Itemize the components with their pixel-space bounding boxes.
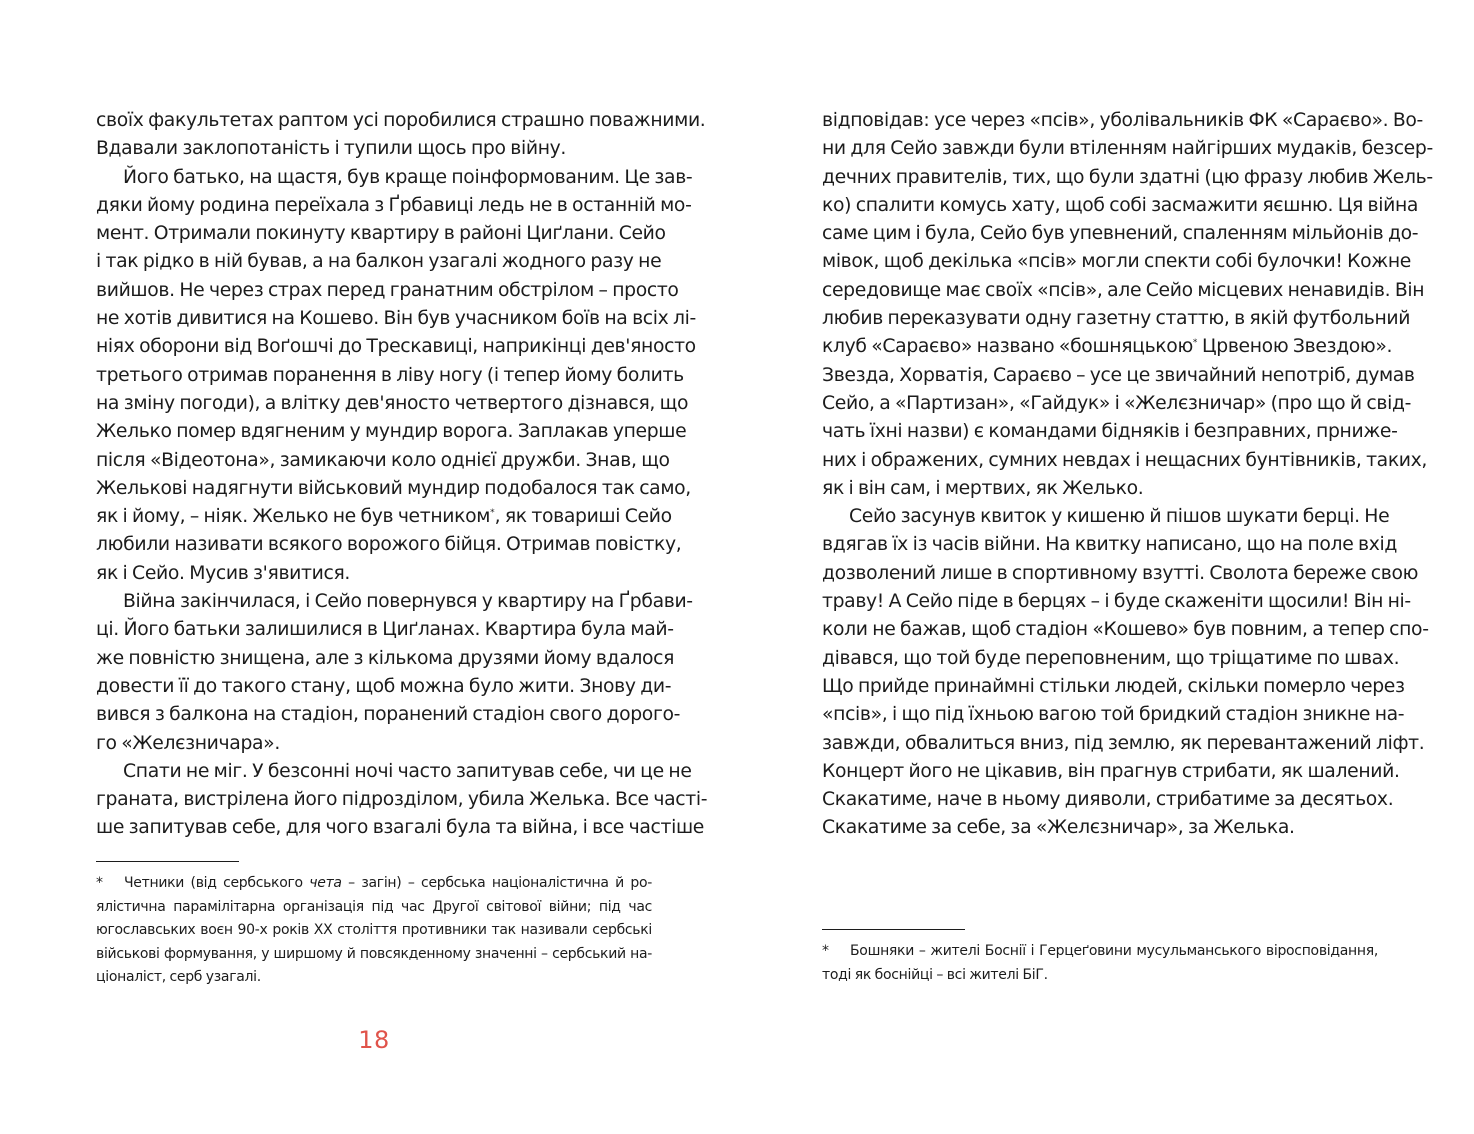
- text-line: же повністю знищена, але з кількома друзями йому вдалося: [96, 647, 675, 669]
- text-line: Що прийде принаймні стільки людей, скільки померло через: [822, 675, 1405, 697]
- text-line: [96, 503, 672, 531]
- text-line: саме цим і була, Сейо був упевнений, спаленням мільйонів до-: [822, 223, 1419, 245]
- footnote-marker: *: [96, 875, 103, 891]
- text-line: своїх факультетах раптом усі поробилися страшно поважними.: [96, 110, 706, 131]
- text-fragment: як і йому, – ніяк. Желько не був четником: [96, 506, 491, 528]
- text-line: як і він сам, і мертвих, як Желько.: [822, 477, 1144, 499]
- text-line: вився з балкона на стадіон, поранений стадіон свого дорого-: [96, 704, 681, 726]
- text-line: них і ображених, сумних невдах і нещасних бунтівників, таких,: [822, 449, 1428, 471]
- footnote-marker: *: [1192, 338, 1198, 349]
- text-line: ко) спалити комусь хату, щоб собі засмажити яєшню. Ця війна: [822, 194, 1419, 216]
- text-fragment: , як товариші Сейо: [494, 506, 672, 528]
- text-line: на зміну погоди), а влітку дев'яносто четвертого дізнався, що: [96, 392, 689, 414]
- right-footnote: [822, 940, 1378, 987]
- text-line: Війна закінчилася, і Сейо повернувся у квартиру на Ґрбави-: [123, 591, 693, 613]
- text-line: після «Відеотона», замикаючи коло однієї дружби. Знав, що: [96, 449, 670, 471]
- left-footnote: [96, 872, 652, 990]
- text-line: мівок, щоб декілька «псів» могли спекти собі булочки! Кожне: [822, 251, 1411, 273]
- footnote-divider: [96, 861, 239, 862]
- footnote-text: Четники (від сербського: [124, 875, 303, 891]
- footnote-italic-term: чета: [309, 875, 342, 891]
- footnote-line: югославських воєн 90-х років ХХ століття противники так називали сербські: [96, 922, 652, 938]
- text-line: дозволений лише в спортивному взутті. Сволота береже свою: [822, 562, 1419, 584]
- text-line: ніях оборони від Воґошчі до Трескавиці, наприкінці дев'яносто: [96, 336, 696, 358]
- text-line: мент. Отримали покинуту квартиру в районі Циґлани. Сейо: [96, 223, 666, 245]
- text-fragment: клуб «Сараєво» названо «бошняцькою: [822, 336, 1193, 358]
- text-line: траву! А Сейо піде в берцях – і буде скаженіти щосили! Він ні-: [822, 591, 1411, 613]
- footnote-marker: *: [490, 508, 495, 519]
- text-line: Сейо засунув квиток у кишеню й пішов шукати берці. Не: [849, 506, 1390, 528]
- footnote-text: – загін) – сербська націоналістична й ро-: [348, 875, 652, 891]
- text-line: ці. Його батьки залишилися в Циґланах. Квартира була май-: [96, 619, 674, 641]
- text-line: дівався, що той буде переповненим, що тріщатиме по швах.: [822, 647, 1400, 669]
- text-line: третього отримав поранення в ліву ногу (і тепер йому болить: [96, 364, 684, 386]
- right-page-body-text: [822, 107, 1433, 843]
- footnote-line: ціоналіст, серб узагалі.: [96, 969, 261, 985]
- text-line: Сейо, а «Партизан», «Гайдук» і «Желєзничар» (про що й свід-: [822, 392, 1412, 414]
- text-line: Желькові надягнути військовий мундир подобалося так само,: [96, 477, 691, 499]
- footnote-line: тоді як боснійці – всі жителі БіГ.: [822, 966, 1048, 983]
- text-line: Концерт його не цікавив, він прагнув стрибати, як шалений.: [822, 760, 1400, 782]
- text-line: вийшов. Не через страх перед гранатним обстрілом – просто: [96, 279, 679, 301]
- text-line: го «Желєзничара».: [96, 732, 280, 754]
- text-line: Його батько, на щастя, був краще поінформованим. Це зав-: [123, 166, 693, 188]
- text-line: довести її до такого стану, щоб можна було жити. Знову ди-: [96, 675, 672, 697]
- right-page: [737, 0, 1474, 1134]
- text-line: не хотів дивитися на Кошево. Він був учасником боїв на всіх лі-: [96, 308, 696, 330]
- text-line: Звезда, Хорватія, Сараєво – усе це звичайний непотріб, думав: [822, 364, 1415, 386]
- text-line: дечних правителів, тих, що були здатні (цю фразу любив Жель-: [822, 166, 1433, 188]
- text-line: [822, 333, 1393, 361]
- footnote-line: ялістична парамілітарна організація під час Другої світової війни; під час: [96, 898, 652, 915]
- page-number: 18: [358, 1026, 390, 1054]
- text-line: Скакатиме, наче в ньому дияволи, стрибатиме за десятьох.: [822, 789, 1394, 811]
- text-line: Скакатиме за себе, за «Желєзничар», за Желька.: [822, 817, 1295, 839]
- text-line: граната, вистрілена його підрозділом, убила Желька. Все часті-: [96, 789, 708, 811]
- text-line: чать їхні назви) є командами бідняків і безправних, прниже-: [822, 421, 1398, 443]
- text-line: завжди, обвалиться вниз, під землю, як перевантажений ліфт.: [822, 732, 1425, 754]
- text-line: ше запитував себе, для чого взагалі була та війна, і все частіше: [96, 817, 704, 839]
- footnote-line: військові формування, у ширшому й повсякденному значенні – сербський на-: [96, 945, 652, 962]
- footnote-divider: [822, 929, 965, 930]
- text-line: коли не бажав, щоб стадіон «Кошево» був повним, а тепер спо-: [822, 619, 1429, 641]
- footnote-line: [822, 940, 1378, 964]
- text-line: як і Сейо. Мусив з'явитися.: [96, 562, 351, 584]
- text-line: ни для Сейо завжди були втіленням найгірших мудаків, безсер-: [822, 138, 1433, 160]
- text-line: Спати не міг. У безсонні ночі часто запитував себе, чи це не: [123, 760, 692, 782]
- footnote-text: Бошняки – жителі Боснії і Герцеґовини мусульманського віросповідання,: [850, 943, 1378, 959]
- text-line: вдягав їх із часів війни. На квитку написано, що на поле вхід: [822, 534, 1398, 556]
- left-page-body-text: [96, 107, 708, 843]
- footnote-line: [96, 872, 652, 896]
- text-line: Желько помер вдягненим у мундир ворога. Заплакав уперше: [96, 421, 687, 443]
- text-line: «псів», і що під їхньою вагою той бридкий стадіон зникне на-: [822, 704, 1405, 726]
- text-line: і так рідко в ній бував, а на балкон узагалі жодного разу не: [96, 251, 662, 273]
- text-line: Вдавали заклопотаність і тупили щось про війну.: [96, 138, 567, 160]
- footnote-marker: *: [822, 943, 829, 959]
- text-line: відповідав: усе через «псів», уболівальників ФК «Сараєво». Во-: [822, 110, 1423, 131]
- text-line: дяки йому родина переїхала з Ґрбавиці ледь не в останній мо-: [96, 194, 692, 216]
- text-line: середовище має своїх «псів», але Сейо місцевих ненавидів. Він: [822, 279, 1425, 301]
- text-line: любив переказувати одну газетну статтю, в якій футбольний: [822, 308, 1411, 330]
- text-fragment: Црвеною Звездою».: [1197, 336, 1393, 358]
- text-line: любили називати всякого ворожого бійця. Отримав повістку,: [96, 534, 682, 556]
